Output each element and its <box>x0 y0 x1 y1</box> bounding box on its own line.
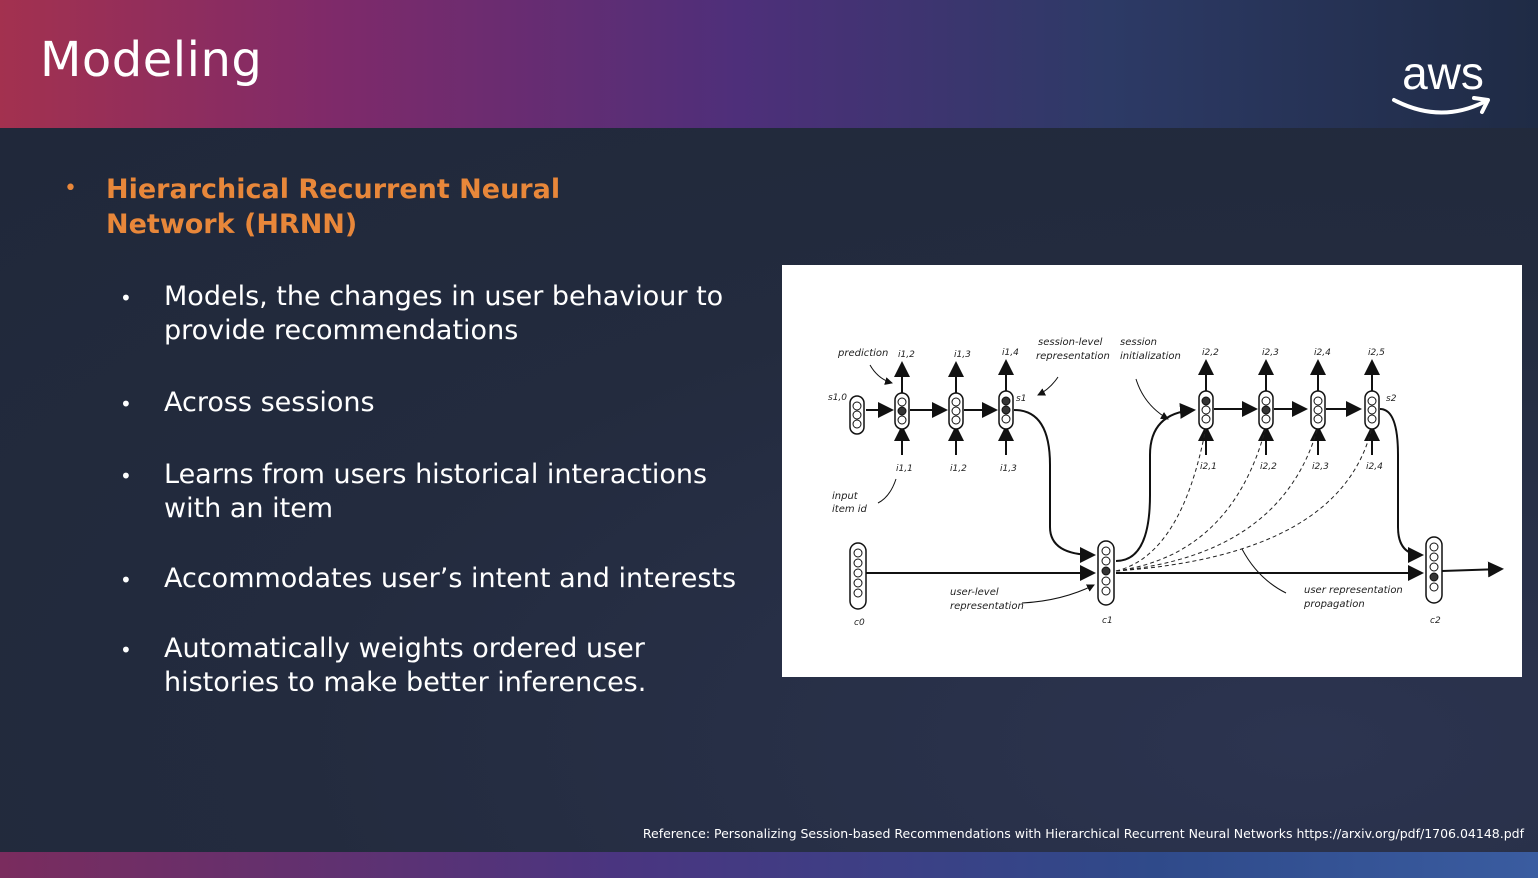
label-user-level-1: user-level <box>950 587 999 598</box>
bullet-item-3: Learns from users historical interactions with an item <box>164 459 708 524</box>
label-c1: c1 <box>1102 616 1113 626</box>
aws-logo-text: aws <box>1402 47 1484 99</box>
section-heading: Hierarchical Recurrent Neural Network (HRNN) <box>106 174 561 240</box>
label-prediction: prediction <box>838 348 889 359</box>
aws-logo <box>1388 48 1498 124</box>
label-input-2: item id <box>832 504 867 515</box>
hrnn-diagram <box>782 265 1522 677</box>
bullet-item-4: Accommodates user’s intent and interests <box>164 563 737 594</box>
label-input-1: input <box>832 491 858 502</box>
bullet-item-5: Automatically weights ordered user histories to make better inferences. <box>164 633 647 698</box>
label-i11: i1,1 <box>896 464 913 474</box>
label-i24-input: i2,4 <box>1366 462 1383 472</box>
bullet-item-2: Across sessions <box>164 387 375 418</box>
label-i21: i2,1 <box>1200 462 1217 472</box>
label-i13-input: i1,3 <box>1000 464 1017 474</box>
bullet-marker: • <box>120 568 132 592</box>
label-user-level-2: representation <box>950 601 1024 612</box>
footer-bar <box>0 852 1538 878</box>
bullet-item-1: Models, the changes in user behaviour to provide recommendations <box>164 281 724 346</box>
label-i13: i1,3 <box>954 350 971 360</box>
label-s2: s2 <box>1386 394 1397 404</box>
label-i22: i2,2 <box>1202 348 1219 358</box>
label-s1: s1 <box>1016 394 1027 404</box>
label-c2: c2 <box>1430 616 1441 626</box>
bullet-marker: • <box>120 464 132 488</box>
label-i25: i2,5 <box>1368 348 1385 358</box>
label-i12-input: i1,2 <box>950 464 967 474</box>
slide-title: Modeling <box>40 32 263 88</box>
label-i23-input: i2,3 <box>1312 462 1329 472</box>
bullet-marker: • <box>120 638 132 662</box>
label-c0: c0 <box>854 618 865 628</box>
bullet-marker: • <box>120 392 132 416</box>
label-user-prop-1: user representation <box>1304 585 1403 596</box>
title-bar <box>0 0 1538 128</box>
heading-bullet: • <box>64 176 77 201</box>
label-i22-input: i2,2 <box>1260 462 1277 472</box>
label-s10: s1,0 <box>828 393 848 403</box>
reference-citation: Reference: Personalizing Session-based Recommendations with Hierarchical Recurrent Neural Networks https://arxiv.org/pdf/1706.04148.pdf <box>642 826 1524 841</box>
label-i14: i1,4 <box>1002 348 1019 358</box>
label-session-level-2: representation <box>1036 351 1110 362</box>
label-i24: i2,4 <box>1314 348 1331 358</box>
label-session-init-2: initialization <box>1120 351 1181 362</box>
label-user-prop-2: propagation <box>1304 599 1365 610</box>
label-i12: i1,2 <box>898 350 915 360</box>
aws-smile-icon <box>1388 92 1498 122</box>
bullet-marker: • <box>120 286 132 310</box>
label-session-level-1: session-level <box>1038 337 1103 348</box>
label-session-init-1: session <box>1120 337 1158 348</box>
label-i23: i2,3 <box>1262 348 1279 358</box>
